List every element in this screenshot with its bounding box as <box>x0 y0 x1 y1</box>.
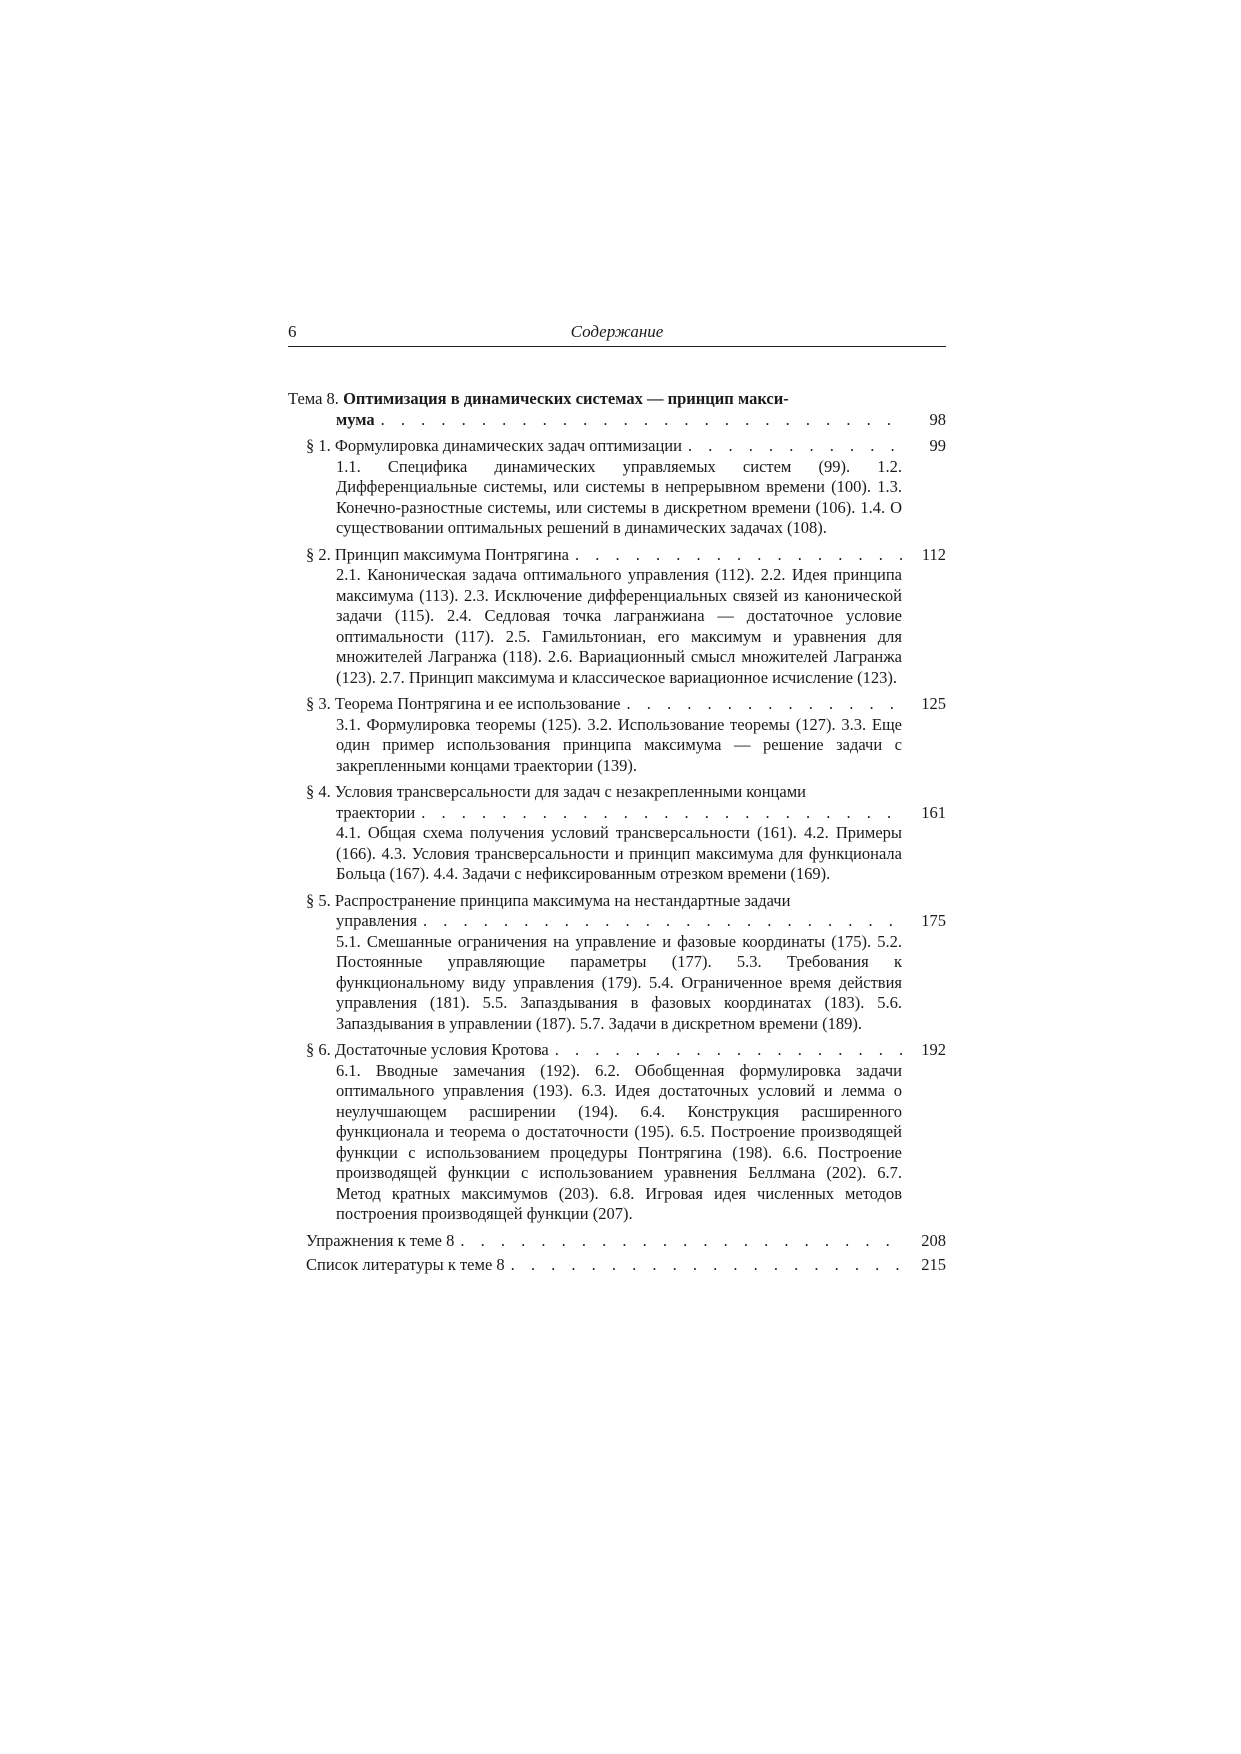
section-title-line2 <box>306 803 902 824</box>
section-title-text <box>306 1040 549 1061</box>
section-title-part1: Условия трансверсальности для задач с незакрепленными концами <box>334 782 806 801</box>
toc-section-6[interactable] <box>288 1040 946 1225</box>
dot-leader <box>511 1255 902 1276</box>
dot-leader <box>421 803 902 824</box>
theme-title-part2: мума <box>336 409 375 429</box>
section-title: Принцип максимума Понтрягина <box>334 544 569 564</box>
section-title: управления <box>336 911 418 930</box>
section-heading <box>288 1040 946 1061</box>
dot-leader <box>460 1231 902 1252</box>
section-heading <box>288 891 946 932</box>
section-subitems: 5.1. Смешанные ограничения на управление и фазовые координаты (175). 5.2. Постоянные управляющие параметры (177). 5.3. Требования к функциональному виду управления (179). 5.4. Ограниченное время действия управления (181). 5.5. Запаздывания в фазовых координатах (183). 5.6. Запаздывания в управлении (187). 5.7. Задачи в дискретном времени (189). <box>336 931 902 1033</box>
section-mark: § 2. <box>306 544 331 564</box>
table-of-contents <box>288 389 946 1276</box>
section-heading <box>288 436 946 457</box>
dot-leader <box>423 911 902 932</box>
bibliography-label: Список литературы к теме 8 <box>306 1255 505 1274</box>
toc-section-1[interactable] <box>288 436 946 539</box>
section-subitems: 1.1. Специфика динамических управляемых систем (99). 1.2. Дифференциальные системы, или системы в непрерывном времени (100). 1.3. Конечно-разностные системы, или системы в дискретном времени (106). 1.4. О существовании оптимальных решений в динамических задачах (108). <box>336 456 902 537</box>
document-page <box>288 320 946 1280</box>
section-subitems: 2.1. Каноническая задача оптимального управления (112). 2.2. Идея принципа максимума (113). 2.3. Исключение дифференциальных связей из канонической задачи (115). 2.4. Седловая точка лагранжиана — достаточное условие оптимальности (117). 2.5. Гамильтониан, его максимум и уравнения для множителей Лагранжа (118). 2.6. Вариационный смысл множителей Лагранжа (123). 2.7. Принцип максимума и классическое вариационное исчисление (123). <box>336 565 902 687</box>
section-title-text <box>306 436 682 457</box>
section-page: 125 <box>921 694 946 713</box>
section-title: Достаточные условия Кротова <box>334 1040 549 1059</box>
section-title-text <box>306 545 569 566</box>
theme-title-part1: Оптимизация в динамических системах — принцип макси- <box>343 389 789 408</box>
dot-leader <box>688 436 902 457</box>
section-title-part1: Распространение принципа максимума на нестандартные задачи <box>334 890 791 910</box>
page-number: 6 <box>288 322 297 341</box>
section-heading <box>288 782 946 823</box>
section-mark: § 4. <box>306 782 331 801</box>
section-mark: § 6. <box>306 1040 331 1059</box>
toc-section-3[interactable] <box>288 694 946 776</box>
section-page: 99 <box>929 436 946 455</box>
section-mark: § 1. <box>306 436 331 455</box>
dot-leader <box>575 545 902 566</box>
dot-leader <box>381 410 902 431</box>
section-page: 192 <box>921 1040 946 1059</box>
section-page: 112 <box>921 544 946 564</box>
section-title-text <box>306 694 620 715</box>
toc-section-5[interactable] <box>288 891 946 1035</box>
dot-leader <box>555 1040 902 1061</box>
toc-section-2[interactable] <box>288 545 946 689</box>
toc-bibliography-entry[interactable] <box>288 1255 946 1276</box>
section-title: Теорема Понтрягина и ее использование <box>334 694 621 713</box>
section-title-line1 <box>306 782 902 803</box>
section-title: Формулировка динамических задач оптимизации <box>334 436 682 455</box>
section-mark: § 5. <box>306 890 331 910</box>
theme-title-line1 <box>288 389 902 410</box>
exercises-page: 208 <box>921 1230 946 1250</box>
toc-exercises-entry[interactable] <box>288 1231 946 1252</box>
theme-page: 98 <box>929 409 946 429</box>
section-title-line2 <box>306 911 902 932</box>
running-head <box>288 320 946 347</box>
section-heading <box>288 694 946 715</box>
theme-prefix: Тема 8. <box>288 389 339 408</box>
section-page: 175 <box>921 911 946 930</box>
section-mark: § 3. <box>306 694 331 713</box>
bibliography-page: 215 <box>921 1255 946 1274</box>
section-subitems: 6.1. Вводные замечания (192). 6.2. Обобщенная формулировка задачи оптимального управления (193). 6.3. Идея достаточных условий и лемма о неулучшающем расширении (194). 6.4. Конструкция расширенного функционала и теорема о достаточности (195). 6.5. Построение производящей функции с использованием процедуры Понтрягина (198). 6.6. Построение производящей функции с использованием уравнения Беллмана (202). 6.7. Метод кратных максимумов (203). 6.8. Игровая идея численных методов построения производящей функции (207). <box>336 1060 902 1223</box>
dot-leader <box>626 694 902 715</box>
section-heading <box>288 545 946 566</box>
section-page: 161 <box>921 802 946 822</box>
toc-section-4[interactable] <box>288 782 946 885</box>
theme-title-line2 <box>288 410 902 431</box>
section-subitems: 3.1. Формулировка теоремы (125). 3.2. Использование теоремы (127). 3.3. Еще один пример использования принципа максимума — решение задачи с закрепленными концами траектории (139). <box>336 714 902 775</box>
section-title: траектории <box>336 802 416 822</box>
section-subitems: 4.1. Общая схема получения условий трансверсальности (161). 4.2. Примеры (166). 4.3. Условия трансверсальности и принцип максимума для функционала Больца (167). 4.4. Задачи с нефиксированным отрезком времени (169). <box>336 823 902 883</box>
toc-theme-entry[interactable] <box>288 389 946 430</box>
section-title-line1 <box>306 891 902 912</box>
exercises-label: Упражнения к теме 8 <box>306 1230 455 1250</box>
running-head-title: Содержание <box>570 322 664 341</box>
